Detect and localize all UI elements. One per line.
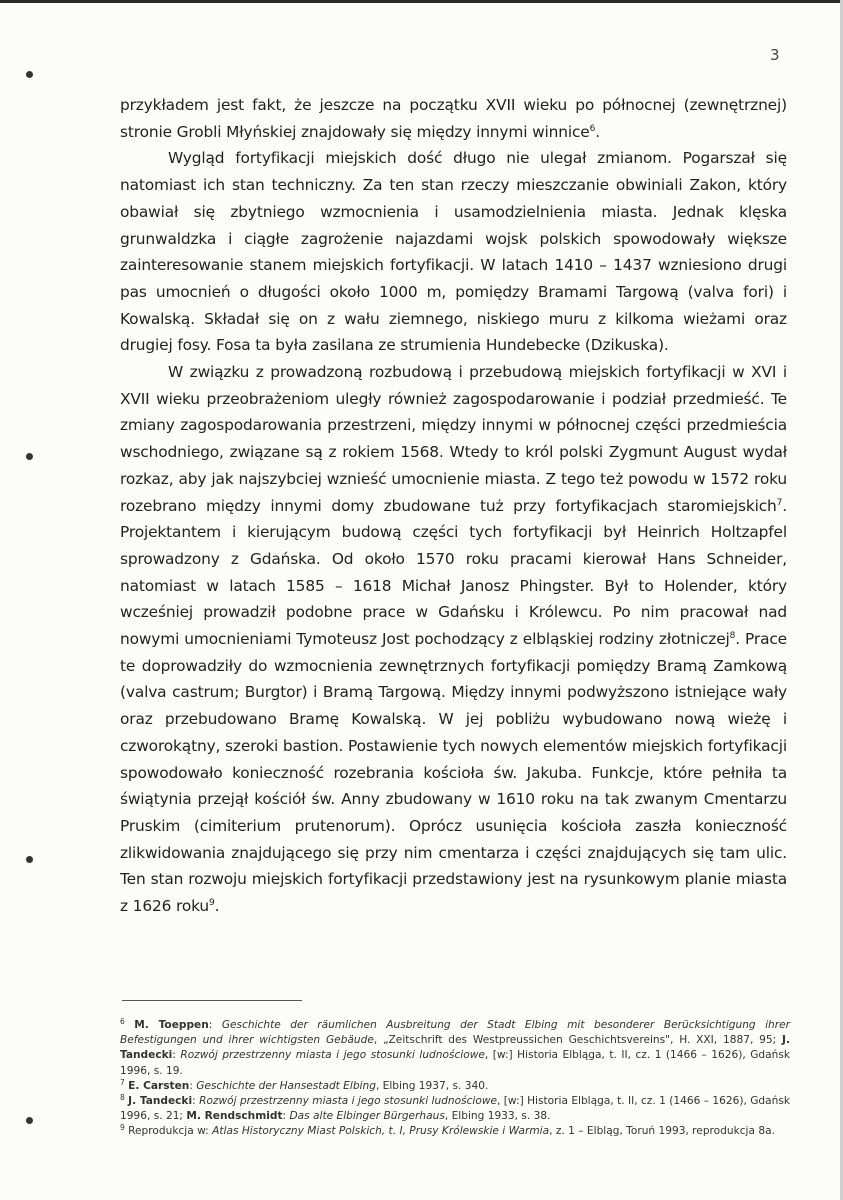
work-title: Geschichte der Hansestadt Elbing bbox=[196, 1079, 376, 1092]
footnote-ref: 8 bbox=[120, 1093, 125, 1103]
text-run: . bbox=[595, 122, 600, 141]
work-title: Rozwój przestrzenny miasta i jego stosunki ludnościowe bbox=[199, 1095, 498, 1108]
footnote-ref: 6 bbox=[120, 1017, 125, 1026]
footnote-separator bbox=[122, 1000, 302, 1001]
footnote-ref: 9 bbox=[120, 1123, 125, 1133]
paragraph bbox=[120, 359, 787, 920]
paragraph bbox=[120, 92, 787, 145]
text-run: : bbox=[192, 1095, 200, 1108]
footnote bbox=[120, 1124, 790, 1139]
work-title: Atlas Historyczny Miast Polskich, t. I, Prusy Królewskie i Warmia bbox=[212, 1125, 550, 1138]
text-run: . bbox=[214, 897, 220, 916]
footnote bbox=[120, 1018, 790, 1079]
author-name: J. Tandecki bbox=[120, 1034, 790, 1062]
text-run: : bbox=[172, 1049, 181, 1062]
text-run: , [w:] Historia Elbląga, t. II, cz. 1 (1466 – 1626), Gdańsk 1996, s. 19. bbox=[120, 1049, 791, 1077]
text-run: , [w:] Historia Elbląga, t. II, cz. 1 (1466 – 1626), Gdańsk 1996, s. 21; bbox=[120, 1095, 791, 1123]
text-run: , „Zeitschrift des Westpreussichen Geschichtsvereins", H. XXI, 1887, 95; bbox=[373, 1034, 783, 1047]
footnote-ref: 7 bbox=[776, 497, 783, 508]
work-title: Geschichte der räumlichen Ausbreitung der Stadt Elbing mit besonderer Berücksichtigung ihrer Befestigungen und ihrer wichtigsten Gebäude bbox=[120, 1019, 790, 1047]
author-name: M. Rendschmidt bbox=[186, 1110, 283, 1123]
text-run: : bbox=[282, 1110, 290, 1123]
text-run: , z. 1 – Elbląg, Toruń 1993, reprodukcja 8a. bbox=[549, 1125, 775, 1138]
footnote-ref: 7 bbox=[120, 1077, 125, 1087]
text-run: . Projektantem i kierującym budową części tych fortyfikacji był Heinrich Holtzapfel sprowadzony z Gdańska. Od około 1570 roku pracami kierował Hans Schneider, natomiast w latach 1585 – 1618 Michał Janosz Phingster. Był to Holender, który wcześniej prowadził podobne prace w Gdańsku i Królewcu. Po nim pracował nad nowymi umocnieniami Tymoteusz Jost pochodzący z elbląskiej rodziny złotniczej bbox=[120, 496, 787, 649]
page-number: 3 bbox=[770, 46, 780, 64]
body-text bbox=[120, 92, 787, 920]
binder-hole-2 bbox=[26, 453, 33, 460]
footnote-ref: 8 bbox=[729, 631, 736, 642]
work-title: Rozwój przestrzenny miasta i jego stosunki ludnościowe bbox=[180, 1049, 485, 1062]
text-run: W związku z prowadzoną rozbudową i przebudową miejskich fortyfikacji w XVI i XVII wieku przeobrażeniom uległy również zagospodarowanie i podział przedmieść. Te zmiany zagospodarowania przestrzeni, między innymi w północnej części przedmieścia wschodniego, związane są z rokiem 1568. Wtedy to król polski Zygmunt August wydał rozkaz, aby jak najszybciej wznieść umocnienie miasta. Z tego też powodu w 1572 roku rozebrano między innymi domy zbudowane tuż przy fortyfikacjach staromiejskich bbox=[120, 363, 787, 515]
text-run bbox=[125, 1019, 134, 1031]
footnote-ref: 6 bbox=[589, 123, 596, 134]
author-name: E. Carsten bbox=[128, 1079, 190, 1092]
binder-hole-3 bbox=[26, 856, 33, 863]
author-name: M. Toeppen bbox=[134, 1019, 209, 1031]
text-run: przykładem jest fakt, że jeszcze na początku XVII wieku po północnej (zewnętrznej) stronie Grobli Młyńskiej znajdowały się między innymi winnice bbox=[120, 96, 787, 141]
text-run: : bbox=[208, 1019, 222, 1031]
text-run: : bbox=[189, 1079, 197, 1092]
text-run: , Elbing 1933, s. 38. bbox=[444, 1110, 551, 1123]
paragraph bbox=[120, 145, 787, 359]
footnote-ref: 9 bbox=[208, 898, 215, 909]
footnote bbox=[120, 1094, 790, 1124]
scan-top-edge bbox=[0, 0, 843, 3]
text-run: Reprodukcja w: bbox=[124, 1125, 213, 1138]
text-run: , Elbing 1937, s. 340. bbox=[375, 1079, 489, 1092]
footnote bbox=[120, 1079, 790, 1094]
binder-hole-1 bbox=[26, 71, 33, 78]
work-title: Das alte Elbinger Bürgerhaus bbox=[289, 1110, 445, 1123]
author-name: J. Tandecki bbox=[128, 1095, 193, 1108]
binder-hole-4 bbox=[26, 1117, 33, 1124]
text-run: Wygląd fortyfikacji miejskich dość długo nie ulegał zmianom. Pogarszał się natomiast ich stan techniczny. Za ten stan rzeczy mieszczanie obwiniali Zakon, który obawiał się zbytniego wzmocnienia i usamodzielnienia miasta. Jednak klęska grunwaldzka i ciągłe zagrożenie najazdami wojsk polskich spowodowały większe zainteresowanie stanem miejskich fortyfikacji. W latach 1410 – 1437 wzniesiono drugi pas umocnień o długości około 1000 m, pomiędzy Bramami Targową (valva fori) i Kowalską. Składał się on z wału ziemnego, niskiego muru z kilkoma wieżami oraz drugiej fosy. Fosa ta była zasilana ze strumienia Hundebecke (Dzikuska). bbox=[120, 149, 787, 355]
text-run: . Prace te doprowadziły do wzmocnienia zewnętrznych fortyfikacji pomiędzy Bramą Zamkową (valva castrum; Burgtor) i Bramą Targową. Między innymi podwyższono istniejące wały oraz przebudowano Bramę Kowalską. W jej pobliżu wybudowano nową wieżę i czworokątny, szeroki bastion. Postawienie tych nowych elementów miejskich fortyfikacji spowodowało konieczność rozebrania kościoła św. Jakuba. Funkcje, które pełniła ta świątynia przejął kościół św. Anny zbudowany w 1610 roku na tak zwanym Cmentarzu Pruskim (cimiterium prutenorum). Oprócz usunięcia kościoła zaszła konieczność zlikwidowania znajdującego się przy nim cmentarza i części znajdujących się tam ulic. Ten stan rozwoju miejskich fortyfikacji przedstawiony jest na rysunkowym planie miasta z 1626 roku bbox=[120, 630, 788, 916]
footnotes bbox=[120, 1018, 790, 1140]
